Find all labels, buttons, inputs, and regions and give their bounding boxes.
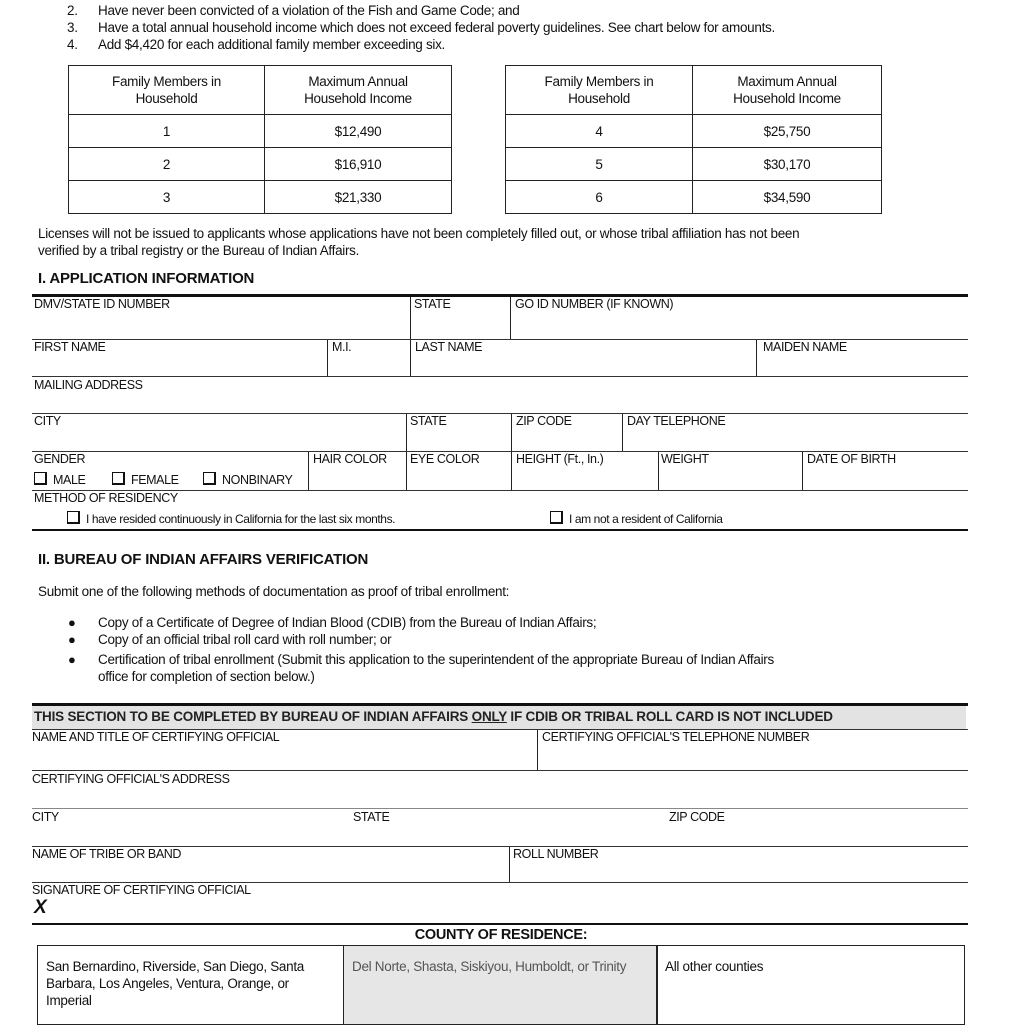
gender-option-nonbinary[interactable] [203,472,293,487]
requirement-number: 3. [67,20,78,35]
divider [32,529,968,531]
maiden-name-field[interactable] [757,340,968,376]
hair-color-field[interactable] [309,452,406,490]
income-cell: $21,330 [265,181,452,214]
option-label: I am not a resident of California [569,512,723,526]
eye-color-field[interactable] [407,452,511,490]
requirement-item [0,37,1024,53]
section-title-application-info: I. APPLICATION INFORMATION [38,270,255,287]
checkbox-female[interactable] [112,472,125,485]
first-name-field[interactable] [32,340,327,376]
field-label: SIGNATURE OF CERTIFYING OFFICIAL [32,883,251,897]
field-label: DATE OF BIRTH [807,452,896,466]
field-label: EYE COLOR [410,452,480,466]
table-header [265,66,452,115]
table-row [506,181,882,214]
city-field[interactable] [32,414,406,451]
table-row [69,148,452,181]
field-label: M.I. [332,340,352,354]
banner-text-underlined: ONLY [471,709,507,724]
checkbox-resident[interactable] [67,511,80,524]
tribe-name-field[interactable] [32,847,509,882]
income-cell: $34,590 [693,181,882,214]
requirement-text: Have never been convicted of a violation of the Fish and Game Code; and [98,3,520,18]
field-label: HEIGHT (Ft., In.) [516,452,604,466]
gender-option-male[interactable] [34,472,85,487]
table-row [69,181,452,214]
header-line: Household Income [304,91,412,106]
official-address-field[interactable] [32,771,968,809]
field-label: FIRST NAME [34,340,106,354]
notice-line: Licenses will not be issued to applicants whose applications have not been completely filled out, or whose tribal affiliation has not been [38,226,800,241]
field-label: CERTIFYING OFFICIAL'S ADDRESS [32,772,230,786]
weight-field[interactable] [659,452,802,490]
requirement-item [0,3,1024,19]
table-row [506,115,882,148]
table-row [69,115,452,148]
county-option-northern[interactable]: Del Norte, Shasta, Siskiyou, Humboldt, or Trinity [343,945,658,1025]
banner-text [34,709,833,724]
header-line: Maximum Annual [308,74,408,89]
bullet-item: Certification of tribal enrollment (Submit this application to the superintendent of the appropriate Bureau of Indian Affairs [98,652,774,667]
field-label: CITY [34,414,61,428]
table-header [693,66,882,115]
bia-only-banner [32,706,966,730]
signature-field[interactable] [32,883,968,923]
divider [32,923,968,925]
license-notice [38,225,998,259]
members-cell: 2 [69,148,265,181]
notice-line: verified by a tribal registry or the Bureau of Indian Affairs. [38,243,360,258]
date-of-birth-field[interactable] [803,452,968,490]
mailing-address-field[interactable] [32,377,968,413]
official-phone-field[interactable] [538,730,968,770]
option-label: NONBINARY [222,473,293,487]
income-cell: $25,750 [693,115,882,148]
field-label: CERTIFYING OFFICIAL'S TELEPHONE NUMBER [542,730,810,744]
roll-number-field[interactable] [510,847,968,882]
field-label: STATE [414,297,451,311]
income-cell: $16,910 [265,148,452,181]
requirement-number: 2. [67,3,78,18]
field-label: LAST NAME [415,340,483,354]
table-header [506,66,693,115]
bullet-icon: ● [68,615,76,630]
field-label: DMV/STATE ID NUMBER [34,297,170,311]
table-row [506,148,882,181]
section-title-bia-verification: II. BUREAU OF INDIAN AFFAIRS VERIFICATION [38,551,369,568]
bullet-item: Copy of an official tribal roll card with roll number; or [98,632,392,647]
bullet-item-continued: office for completion of section below.) [98,669,315,684]
field-label: WEIGHT [661,452,709,466]
bia-zip-field[interactable] [668,809,968,846]
requirement-text: Add $4,420 for each additional family member exceeding six. [98,37,446,52]
banner-text-part: THIS SECTION TO BE COMPLETED BY BUREAU OF INDIAN AFFAIRS [34,709,472,724]
option-label: I have resided continuously in California for the last six months. [86,512,396,526]
members-cell: 1 [69,115,265,148]
field-label: ZIP CODE [669,810,725,824]
banner-text-part: IF CDIB OR TRIBAL ROLL CARD IS NOT INCLUDED [506,709,833,724]
field-label: NAME OF TRIBE OR BAND [32,847,182,861]
field-label: MAIDEN NAME [763,340,847,354]
state-id-field[interactable] [411,297,510,339]
county-title: COUNTY OF RESIDENCE: [414,927,588,943]
checkbox-nonresident[interactable] [550,511,563,524]
checkbox-male[interactable] [34,472,47,485]
requirement-text: Have a total annual household income which does not exceed federal poverty guidelines. See chart below for amounts. [98,20,775,35]
field-label: METHOD OF RESIDENCY [34,491,178,505]
height-field[interactable] [512,452,658,490]
field-label: HAIR COLOR [313,452,387,466]
field-label: STATE [410,414,447,428]
residency-option-resident[interactable] [67,511,395,526]
income-cell: $30,170 [693,148,882,181]
header-line: Household [568,91,630,106]
go-id-field[interactable] [511,297,968,339]
official-name-field[interactable] [32,730,537,770]
header-line: Maximum Annual [737,74,837,89]
dmv-id-field[interactable] [32,297,410,339]
bullet-item: Copy of a Certificate of Degree of Indian Blood (CDIB) from the Bureau of Indian Affairs; [98,615,597,630]
field-label: GO ID NUMBER (IF KNOWN) [515,297,674,311]
county-option-other[interactable]: All other counties [656,945,965,1025]
field-label: ROLL NUMBER [513,847,599,861]
field-label: MAILING ADDRESS [34,378,143,392]
members-cell: 5 [506,148,693,181]
bia-state-field[interactable] [352,809,668,846]
requirement-number: 4. [67,37,78,52]
members-cell: 3 [69,181,265,214]
state-field[interactable] [407,414,511,451]
field-label: DAY TELEPHONE [627,414,726,428]
field-label: STATE [353,810,390,824]
middle-initial-field[interactable] [328,340,410,376]
zip-code-field[interactable] [512,414,622,451]
members-cell: 6 [506,181,693,214]
income-table-left [68,65,452,214]
bullet-icon: ● [68,652,76,667]
gender-group [32,452,308,490]
income-cell: $12,490 [265,115,452,148]
table-header [69,66,265,115]
gender-option-female[interactable] [112,472,179,487]
residency-option-nonresident[interactable] [550,511,723,526]
header-line: Household [135,91,198,106]
option-label: MALE [53,473,86,487]
day-telephone-field[interactable] [623,414,968,451]
bullet-icon: ● [68,632,76,647]
header-line: Family Members in [112,74,221,89]
income-table-right [505,65,882,214]
header-line: Family Members in [544,74,654,89]
header-line: Household Income [733,91,841,106]
county-option-southern[interactable]: San Bernardino, Riverside, San Diego, Santa Barbara, Los Angeles, Ventura, Orange, or Imperial [37,945,345,1025]
field-label: ZIP CODE [516,414,572,428]
section-intro: Submit one of the following methods of documentation as proof of tribal enrollment: [38,584,510,599]
checkbox-nonbinary[interactable] [203,472,216,485]
option-label: FEMALE [131,473,179,487]
field-label: CITY [32,810,59,824]
field-label: NAME AND TITLE OF CERTIFYING OFFICIAL [32,730,280,744]
signature-x-mark: X [34,897,47,918]
bia-city-field[interactable] [32,809,352,846]
members-cell: 4 [506,115,693,148]
residency-group [32,491,968,529]
last-name-field[interactable] [411,340,756,376]
requirement-item [0,20,1024,36]
field-label: GENDER [34,452,86,466]
